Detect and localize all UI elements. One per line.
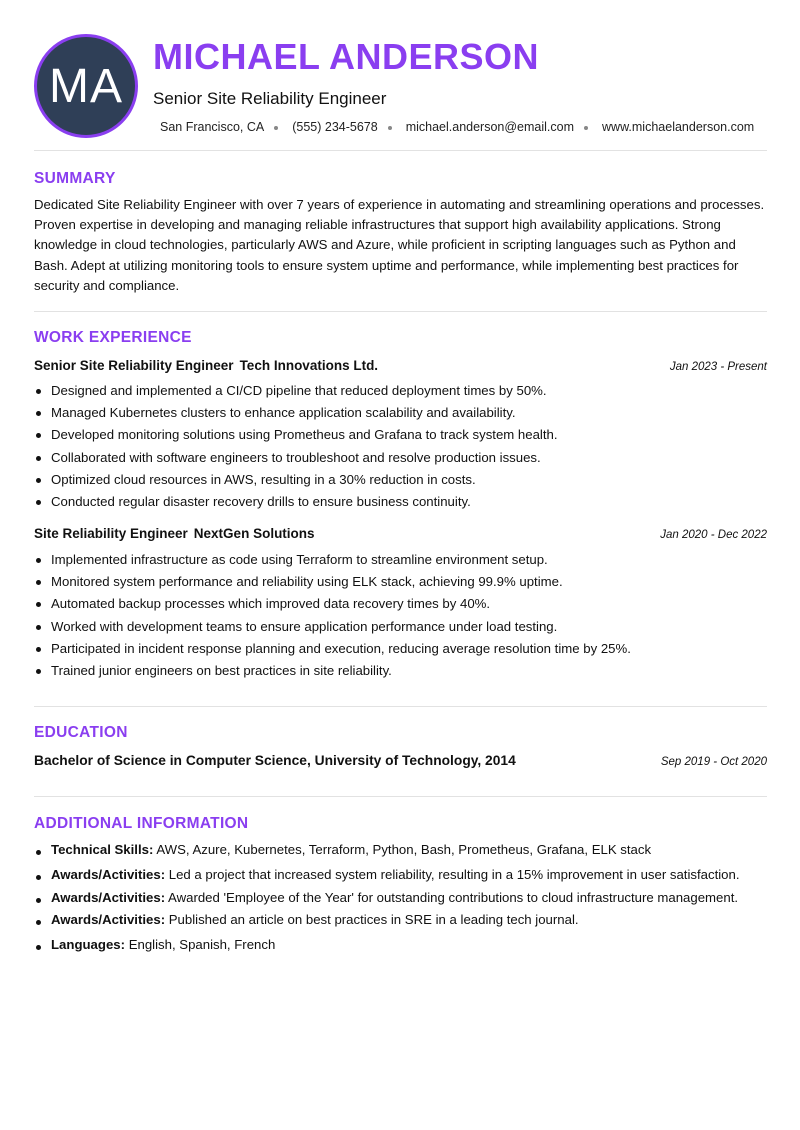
list-item: Automated backup processes which improved data recovery times by 40%. xyxy=(34,593,769,615)
additional-list xyxy=(34,842,774,960)
list-item: Monitored system performance and reliability using ELK stack, achieving 99.9% uptime. xyxy=(34,571,769,593)
list-item: Worked with development teams to ensure application performance under load testing. xyxy=(34,616,769,638)
education-heading: EDUCATION xyxy=(34,724,128,741)
list-item: Optimized cloud resources in AWS, resulting in a 30% reduction in costs. xyxy=(34,469,769,491)
info-text: Published an article on best practices in SRE in a leading tech journal. xyxy=(168,912,579,927)
contact-location: San Francisco, CA xyxy=(160,120,265,134)
experience-heading: WORK EXPERIENCE xyxy=(34,329,192,346)
list-item xyxy=(34,912,774,937)
list-item: Managed Kubernetes clusters to enhance application scalability and availability. xyxy=(34,402,769,424)
list-item: Participated in incident response planning and execution, reducing average resolution time by 25%. xyxy=(34,638,769,660)
job-bullets xyxy=(34,380,769,513)
list-item: Conducted regular disaster recovery drills to ensure business continuity. xyxy=(34,491,769,513)
avatar-initials: MA xyxy=(49,59,123,113)
education-dates: Sep 2019 - Oct 2020 xyxy=(660,756,767,768)
info-text: Awarded 'Employee of the Year' for outstanding contributions to cloud infrastructure management. xyxy=(168,890,739,905)
info-label: Awards/Activities: xyxy=(51,890,166,905)
info-label: Technical Skills: xyxy=(51,842,154,857)
job-role: Senior Site Reliability Engineer xyxy=(34,358,234,373)
list-item xyxy=(34,842,774,867)
list-item: Collaborated with software engineers to troubleshoot and resolve production issues. xyxy=(34,447,769,469)
candidate-name: MICHAEL ANDERSON xyxy=(153,36,540,77)
summary-text: Dedicated Site Reliability Engineer with over 7 years of experience in automating and streamlining operations and processes. Proven expertise in developing and managing reliable infrastructures that support high availability applications. Strong knowledge in cloud technologies, particularly AWS and Azure, while proficient in scripting languages such as Python and Bash. Adept at utilizing monitoring tools to ensure system uptime and performance, while implementing best practices for security and compliance. xyxy=(34,197,765,293)
avatar xyxy=(34,34,138,138)
divider xyxy=(34,796,767,797)
divider xyxy=(34,150,767,151)
list-item: Trained junior engineers on best practices in site reliability. xyxy=(34,660,769,682)
info-label: Languages: xyxy=(51,937,126,952)
list-item: Implemented infrastructure as code using Terraform to streamline environment setup. xyxy=(34,549,769,571)
divider xyxy=(34,706,767,707)
separator-dot-icon xyxy=(584,126,588,130)
list-item xyxy=(34,890,774,912)
contact-email[interactable]: michael.anderson@email.com xyxy=(405,120,575,134)
job-header xyxy=(34,526,767,541)
summary-heading: SUMMARY xyxy=(34,170,116,187)
info-text: English, Spanish, French xyxy=(128,937,276,952)
list-item: Developed monitoring solutions using Prometheus and Grafana to track system health. xyxy=(34,424,769,446)
additional-heading: ADDITIONAL INFORMATION xyxy=(34,815,249,832)
info-text: Led a project that increased system reliability, resulting in a 15% improvement in user satisfaction. xyxy=(168,867,740,882)
contact-website[interactable]: www.michaelanderson.com xyxy=(602,120,755,134)
job-company: NextGen Solutions xyxy=(193,526,315,541)
info-text: AWS, Azure, Kubernetes, Terraform, Python, Bash, Prometheus, Grafana, ELK stack xyxy=(156,842,652,857)
contact-info xyxy=(160,120,754,134)
job-bullets xyxy=(34,549,769,682)
job-dates: Jan 2023 - Present xyxy=(669,361,767,373)
list-item xyxy=(34,867,774,890)
list-item: Designed and implemented a CI/CD pipeline that reduced deployment times by 50%. xyxy=(34,380,769,402)
info-label: Awards/Activities: xyxy=(51,912,166,927)
contact-phone: (555) 234-5678 xyxy=(292,120,378,134)
job-header xyxy=(34,358,767,373)
job-dates: Jan 2020 - Dec 2022 xyxy=(660,529,767,541)
job-role: Site Reliability Engineer xyxy=(34,526,188,541)
job-company: Tech Innovations Ltd. xyxy=(239,358,379,373)
separator-dot-icon xyxy=(274,126,278,130)
list-item xyxy=(34,937,774,960)
resume-header xyxy=(0,0,800,150)
divider xyxy=(34,311,767,312)
separator-dot-icon xyxy=(388,126,392,130)
education-degree: Bachelor of Science in Computer Science, University of Technology, 2014 xyxy=(34,753,516,768)
info-label: Awards/Activities: xyxy=(51,867,166,882)
candidate-title: Senior Site Reliability Engineer xyxy=(153,89,387,108)
